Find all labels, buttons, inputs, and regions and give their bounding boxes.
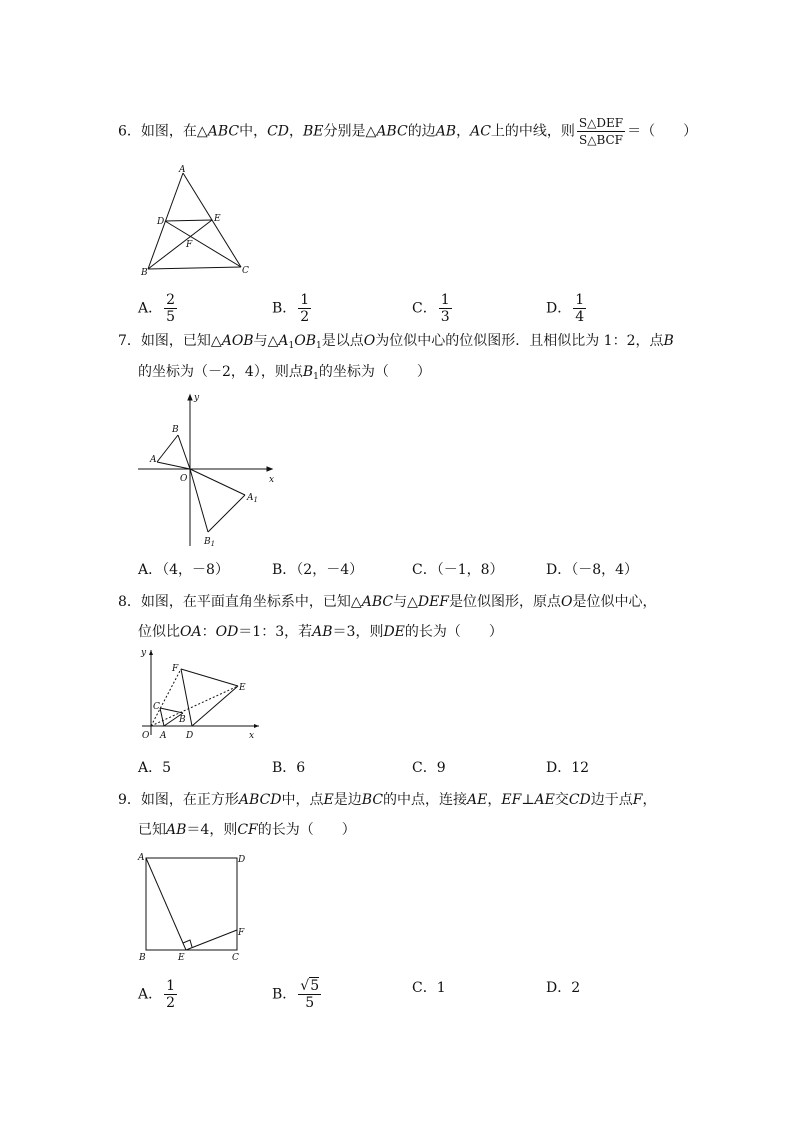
q6-option-d[interactable]: D． $\frac{1}{4}$ (546, 292, 585, 325)
q9-label-E: E (178, 953, 185, 963)
q9-option-b[interactable]: B． $\frac{√5}{5}$ (272, 978, 320, 1011)
q8-option-c[interactable]: C．9 (412, 760, 446, 776)
q6-option-b[interactable]: B． $\frac{1}{2}$ (272, 292, 310, 325)
q8-stem-line2: 位似比OA：OD＝1：3，若AB＝3，则DE的长为（ ） (138, 624, 503, 640)
q6-ratio-fraction: $\frac{\text{S△DEF}}{\text{S△BCF}}$ (578, 116, 624, 147)
q9-option-a[interactable]: A． $\frac{1}{2}$ (138, 978, 176, 1011)
q9-label-C: C (232, 953, 239, 963)
q7-stem-line2: 的坐标为（－2，4），则点$B_1$的坐标为（ ） (138, 364, 431, 382)
q8-option-a[interactable]: A．5 (138, 760, 172, 776)
q9-stem-line1: 9．如图，在正方形ABCD中，点E是边BC的中点，连接AE，EF⊥AE交CD边于点F， (118, 792, 657, 808)
q9-label-F: F (238, 928, 245, 938)
q6-label-C: C (242, 266, 249, 276)
q8-stem-line1: 8．如图，在平面直角坐标系中，已知△ABC与△DEF是位似图形，原点O是位似中心， (118, 594, 657, 610)
q7-label-A: A (150, 455, 157, 465)
q8-label-O: O (142, 731, 150, 741)
q7-stem-line1: 7．如图，已知△AOB与$\triangle A_1OB_1$是以点O为位似中心的位似图形．且相似比为 1：2，点B (118, 333, 674, 351)
q7-option-a[interactable]: A．（4，－8） (138, 562, 229, 578)
q7-option-b[interactable]: B．（2，－4） (272, 562, 364, 578)
q9-label-B: B (139, 953, 146, 963)
sqrt-icon: √ (300, 978, 310, 994)
q8-number: 8． (118, 594, 141, 610)
q9-number: 9． (118, 792, 141, 808)
q9-figure (135, 848, 255, 963)
q7-label-B: B (172, 425, 179, 435)
q8-option-b[interactable]: B．6 (272, 760, 306, 776)
q7-label-B1: $B_1$ (204, 537, 216, 548)
q8-label-x: x (249, 731, 255, 741)
q7-option-c[interactable]: C．（－1，8） (412, 562, 504, 578)
q7-label-x: x (269, 475, 275, 485)
q8-label-E: E (239, 683, 246, 693)
q9-option-c[interactable]: C．1 (412, 980, 446, 996)
q8-label-A: A (160, 731, 167, 741)
q8-figure (138, 645, 263, 745)
q8-label-y: y (141, 648, 147, 658)
q6-figure (138, 163, 258, 281)
q7-label-A1: $A_1$ (247, 493, 258, 504)
q7-label-y: y (194, 393, 200, 403)
q9-option-d[interactable]: D．2 (546, 980, 581, 996)
q9-label-A: A (138, 853, 145, 863)
q6-label-E: E (214, 214, 221, 224)
q7-label-O: O (180, 474, 188, 484)
q7-number: 7． (118, 333, 141, 349)
q8-label-C: C (153, 702, 160, 712)
q8-label-B: B (179, 715, 186, 725)
q6-option-a[interactable]: A． $\frac{2}{5}$ (138, 292, 176, 325)
q6-label-F: F (186, 240, 193, 250)
q8-label-D: D (186, 731, 194, 741)
q9-stem-line2: 已知AB＝4，则CF的长为（ ） (138, 822, 356, 838)
q7-option-d[interactable]: D．（－8，4） (546, 562, 639, 578)
q7-figure (138, 390, 288, 550)
q8-label-F: F (172, 664, 179, 674)
q6-option-c[interactable]: C． $\frac{1}{3}$ (412, 292, 450, 325)
q6-stem: 6．如图，在△ABC中，CD，BE分别是△ABC的边AB，AC上的中线，则 $\frac{\text{S△DEF}}{\text{S△BCF}}$ ＝（ ） (118, 116, 698, 147)
q6-label-A: A (179, 165, 186, 175)
q9-label-D: D (238, 855, 246, 865)
q6-number: 6． (118, 123, 141, 140)
q8-option-d[interactable]: D．12 (546, 760, 590, 776)
q6-label-B: B (141, 268, 148, 278)
q6-label-D: D (157, 217, 165, 227)
